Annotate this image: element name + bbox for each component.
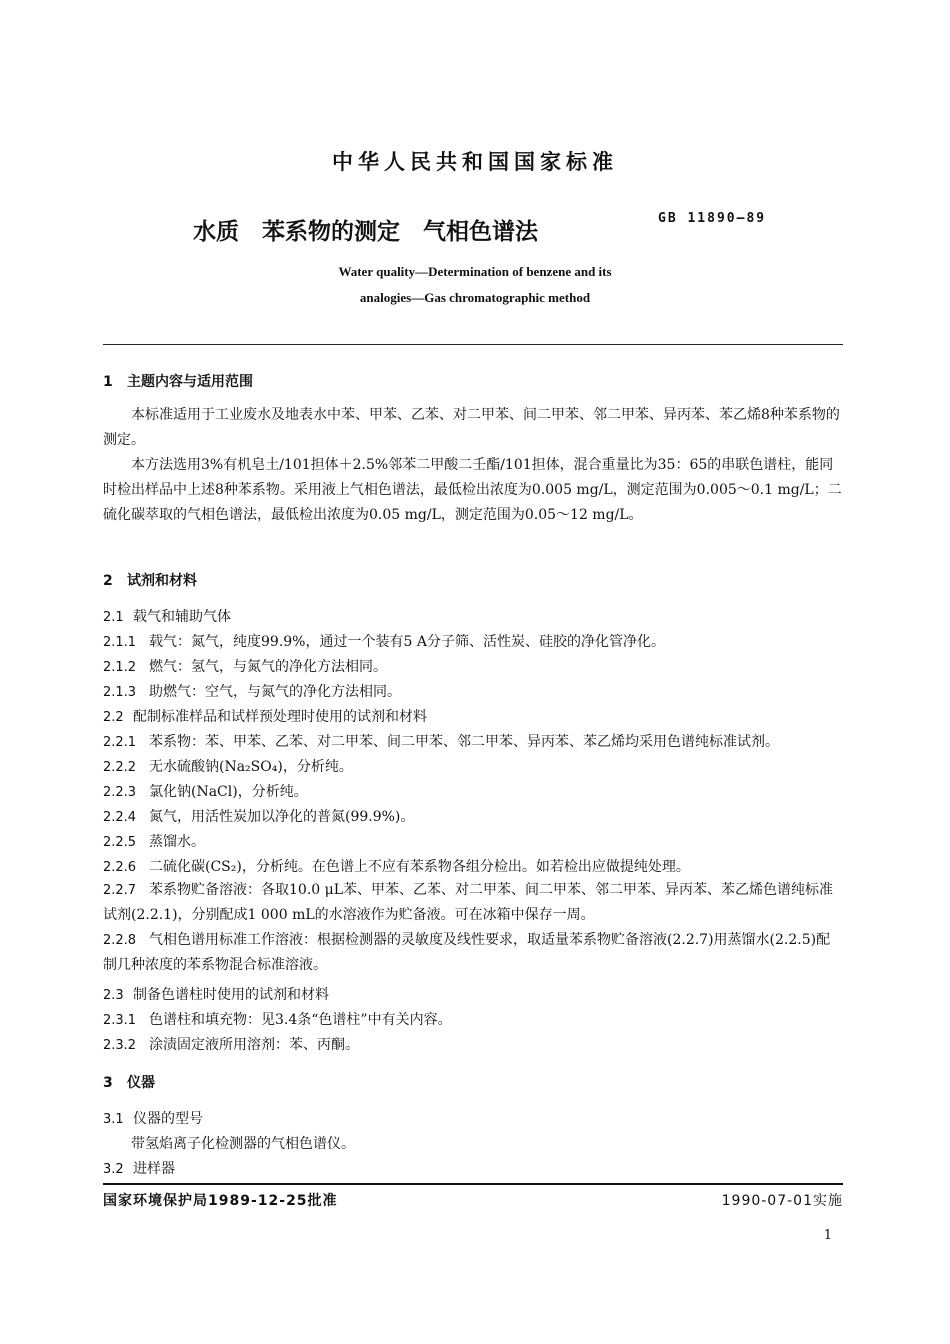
- section-number: 2: [103, 573, 113, 589]
- standard-number: GB 11890—89: [658, 211, 767, 226]
- clause-2-2: 2.2 配制标准样品和试样预处理时使用的试剂和材料: [103, 709, 427, 725]
- clause-2-2-2: 2.2.2 无水硫酸钠(Na₂SO₄)，分析纯。: [103, 759, 353, 775]
- effective-date: 1990-07-01实施: [721, 1193, 843, 1209]
- clause-2-1-3: 2.1.3 助燃气：空气，与氮气的净化方法相同。: [103, 684, 401, 700]
- section-number: 3: [103, 1075, 113, 1091]
- clause-2-2-7: 2.2.7 苯系物贮备溶液：各取10.0 μL苯、甲苯、乙苯、对二甲苯、间二甲苯、邻二甲苯、异丙苯、苯乙烯色谱纯标准试剂(2.2.1)，分别配成1 000 mL的水溶液作为贮备液。可在冰箱中保存一周。: [103, 882, 834, 923]
- section-1-paragraph-1: 本标准适用于工业废水及地表水中苯、甲苯、乙苯、对二甲苯、间二甲苯、邻二甲苯、异丙苯、苯乙烯8种苯系物的测定。: [103, 407, 840, 448]
- clause-2-2-1: 2.2.1 苯系物：苯、甲苯、乙苯、对二甲苯、间二甲苯、邻二甲苯、异丙苯、苯乙烯均采用色谱纯标准试剂。: [103, 734, 779, 750]
- section-title: 主题内容与适用范围: [127, 374, 253, 390]
- clause-2-2-3: 2.2.3 氯化钠(NaCl)，分析纯。: [103, 784, 308, 800]
- national-standard-header: 中华人民共和国国家标准: [332, 150, 618, 174]
- section-number: 1: [103, 374, 113, 390]
- document-title: 水质 苯系物的测定 气相色谱法: [193, 219, 538, 245]
- section-2-heading: [103, 570, 197, 590]
- section-title: 仪器: [127, 1075, 155, 1091]
- clause-2-1-2: 2.1.2 燃气：氢气，与氮气的净化方法相同。: [103, 659, 387, 675]
- english-title-line1: Water quality—Determination of benzene and its: [338, 264, 612, 279]
- page-number: 1: [823, 1228, 832, 1243]
- clause-3-2: 3.2 进样器: [103, 1161, 175, 1177]
- clause-2-1-1: 2.1.1 载气：氮气，纯度99.9%，通过一个装有5 A分子筛、活性炭、硅胶的净化管净化。: [103, 634, 665, 650]
- clause-2-2-8: 2.2.8 气相色谱用标准工作溶液：根据检测器的灵敏度及线性要求，取适量苯系物贮备溶液(2.2.7)用蒸馏水(2.2.5)配制几种浓度的苯系物混合标准溶液。: [103, 932, 831, 973]
- section-1-heading: [103, 371, 253, 391]
- clause-3-1-text: 带氢焰离子化检测器的气相色谱仪。: [131, 1136, 355, 1152]
- clause-2-2-6: 2.2.6 二硫化碳(CS₂)，分析纯。在色谱上不应有苯系物各组分检出。如若检出应做提纯处理。: [103, 859, 690, 875]
- section-title: 试剂和材料: [127, 573, 197, 589]
- clause-3-1: 3.1 仪器的型号: [103, 1111, 203, 1127]
- clause-2-2-5: 2.2.5 蒸馏水。: [103, 834, 205, 850]
- clause-2-2-4: 2.2.4 氮气，用活性炭加以净化的普氮(99.9%)。: [103, 809, 415, 825]
- approval-date: 国家环境保护局1989-12-25批准: [103, 1193, 338, 1209]
- header-divider: [103, 344, 843, 345]
- clause-2-3-2: 2.3.2 涂渍固定液所用溶剂：苯、丙酮。: [103, 1037, 359, 1053]
- clause-2-3-1: 2.3.1 色谱柱和填充物：见3.4条“色谱柱”中有关内容。: [103, 1012, 452, 1028]
- clause-2-1: 2.1 载气和辅助气体: [103, 609, 231, 625]
- clause-2-3: 2.3 制备色谱柱时使用的试剂和材料: [103, 987, 329, 1003]
- footer-divider: [103, 1183, 843, 1185]
- english-title-line2: analogies—Gas chromatographic method: [359, 290, 591, 305]
- section-1-paragraph-2: 本方法选用3%有机皂土/101担体＋2.5%邻苯二甲酸二壬酯/101担体，混合重量比为35：65的串联色谱柱，能同时检出样品中上述8种苯系物。采用液上气相色谱法，最低检出浓度为0.005 mg/L，测定范围为0.005～0.1 mg/L；二硫化碳萃取的气相色谱法，最低检出浓度为0.05 mg/L，测定范围为0.05～12 mg/L。: [103, 457, 842, 523]
- section-3-heading: [103, 1072, 155, 1092]
